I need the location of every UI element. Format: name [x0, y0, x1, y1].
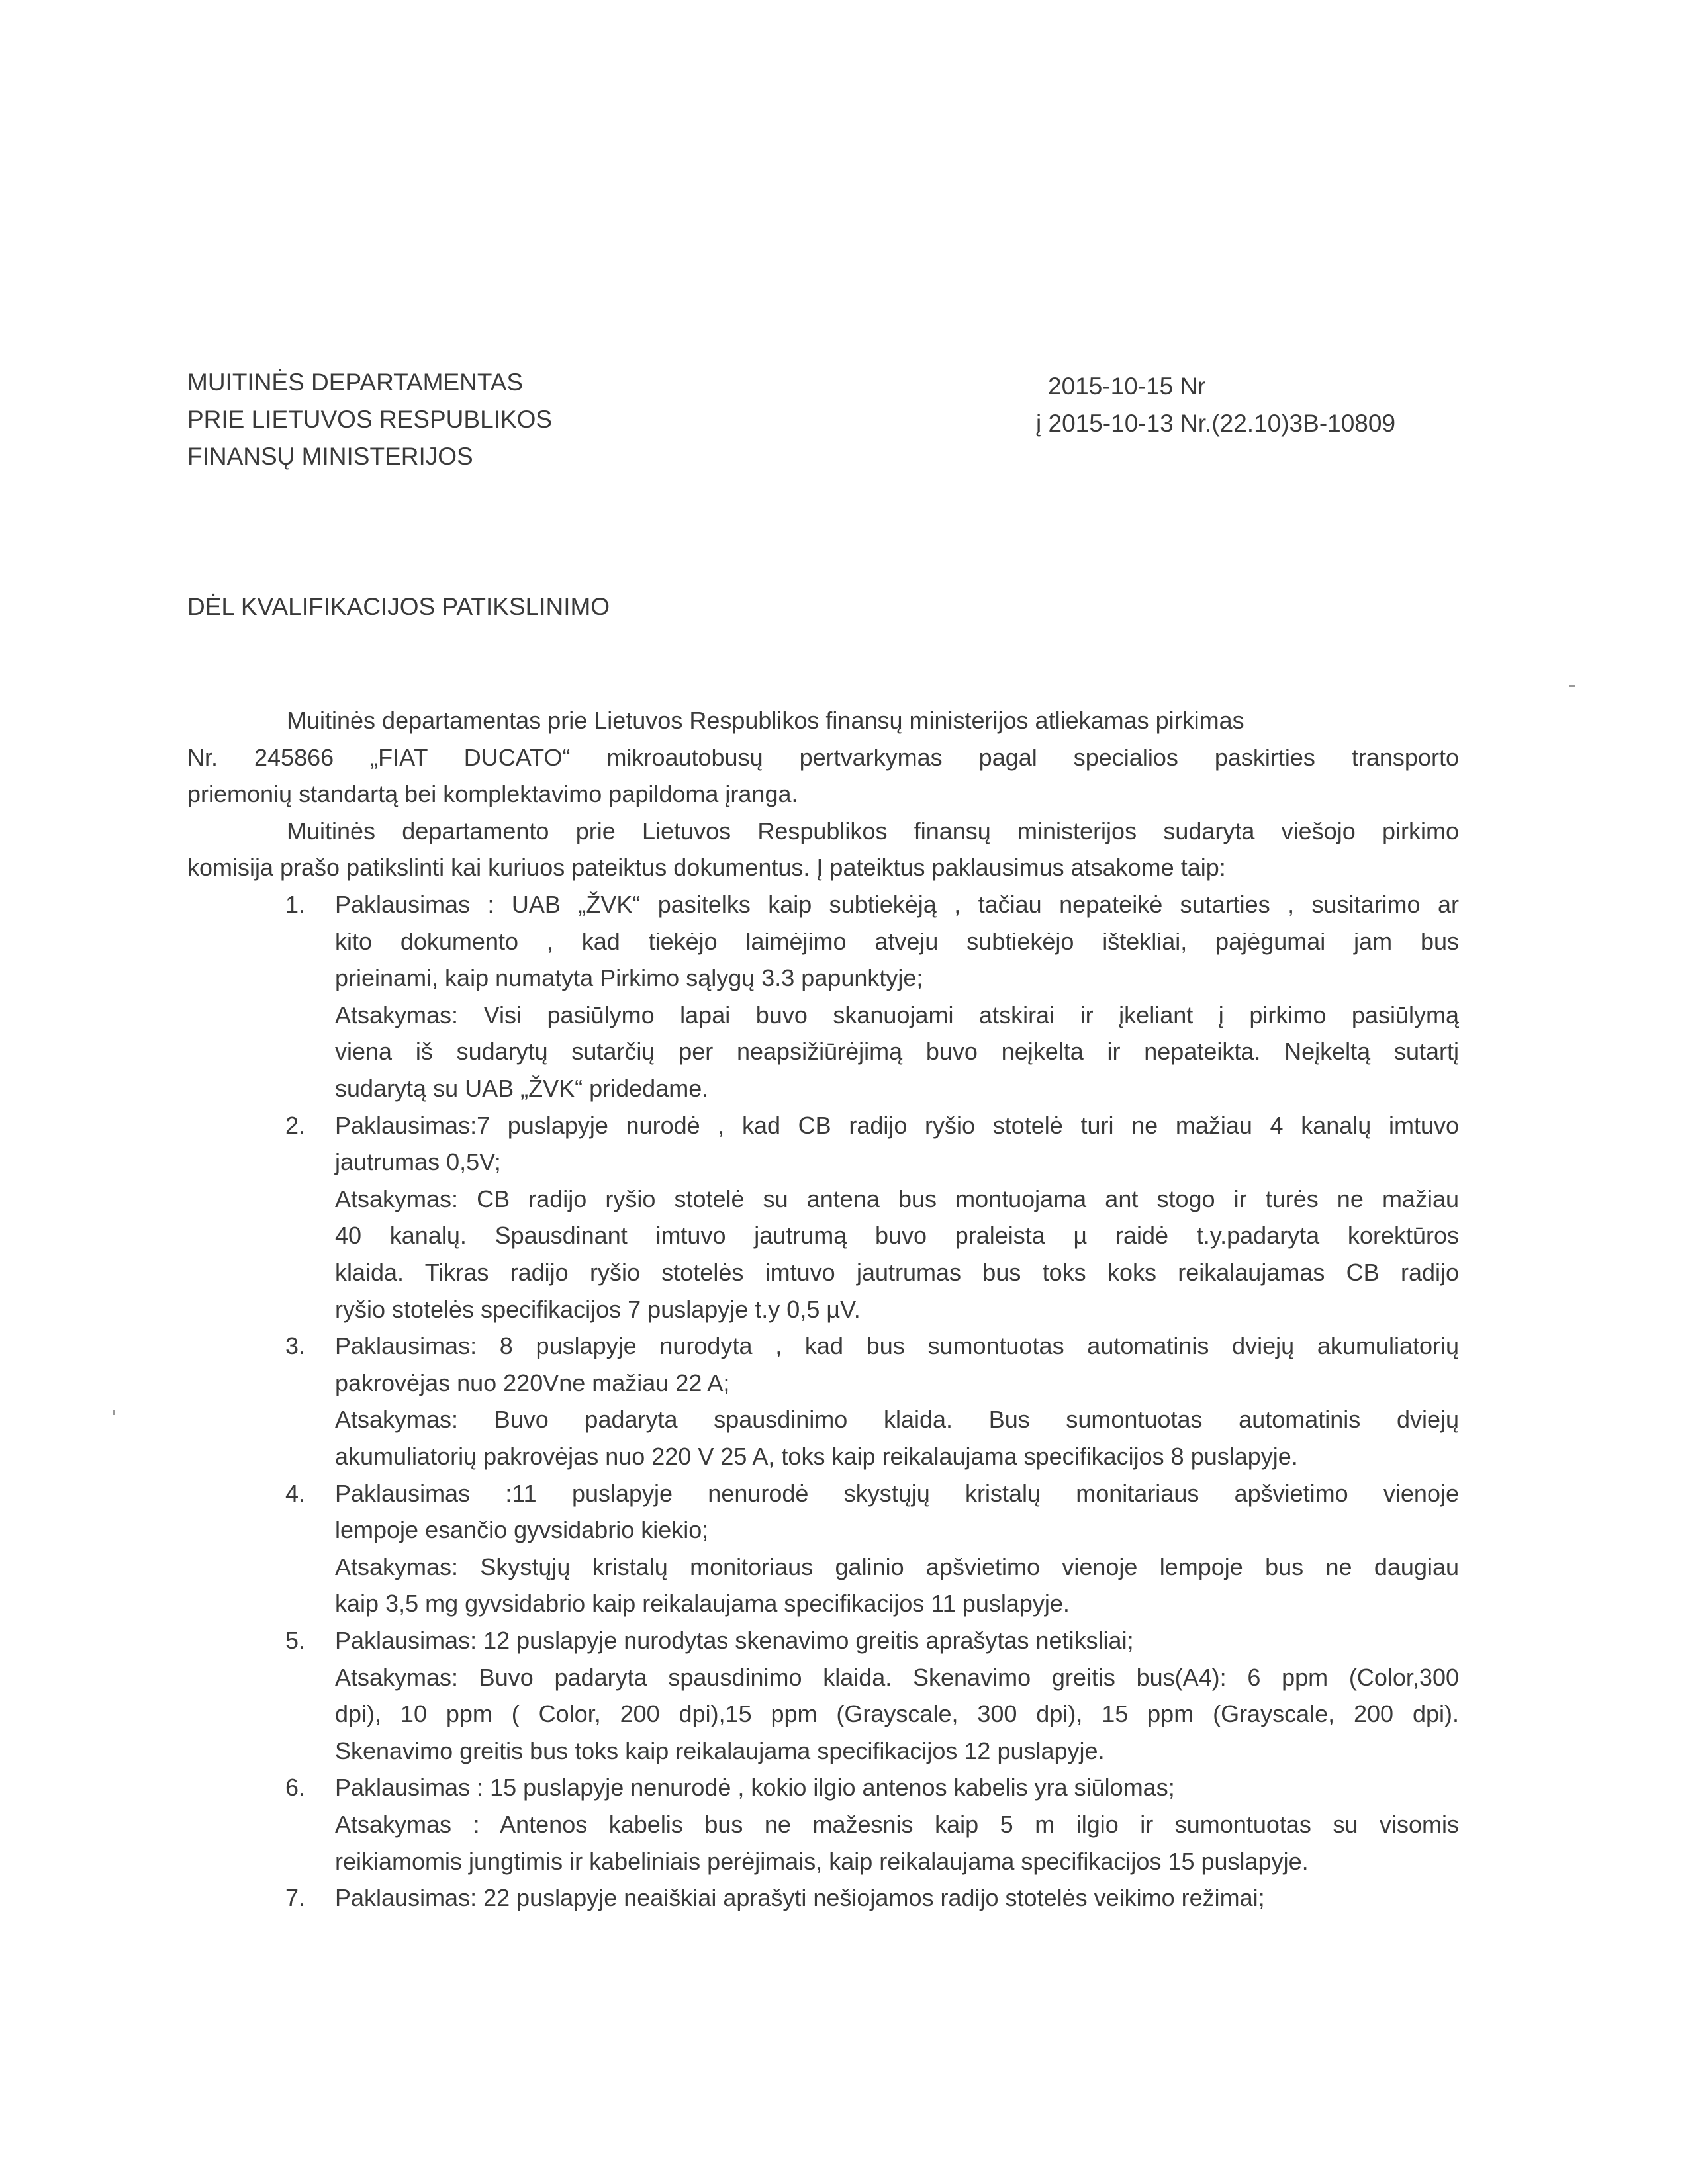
- list-number: 7.: [285, 1884, 306, 1912]
- letter-date: 2015-10-15 Nr: [1048, 373, 1206, 400]
- text-line: Atsakymas: Skystųjų kristalų monitoriaus galinio apšvietimo vienoje lempoje bus ne daugiau: [335, 1553, 1459, 1580]
- text-line: Atsakymas: CB radijo ryšio stotelė su antena bus montuojama ant stogo ir turės ne mažiau: [335, 1185, 1459, 1212]
- sender-line: PRIE LIETUVOS RESPUBLIKOS: [187, 406, 553, 433]
- text-line: viena iš sudarytų sutarčių per neapsižiūrėjimą buvo neįkelta ir nepateikta. Neįkeltą sutartį: [335, 1038, 1459, 1066]
- text-line: Atsakymas : Antenos kabelis bus ne mažesnis kaip 5 m ilgio ir sumontuotas su visomis: [335, 1811, 1459, 1838]
- text-line: 40 kanalų. Spausdinant imtuvo jautrumą buvo praleista µ raidė t.y.padaryta korektūros: [335, 1222, 1459, 1250]
- scan-mark: [1569, 685, 1575, 687]
- text-line: Paklausimas : 15 puslapyje nenurodė , kokio ilgio antenos kabelis yra siūlomas;: [335, 1774, 1175, 1801]
- scan-mark: [113, 1410, 115, 1415]
- list-number: 6.: [285, 1774, 306, 1801]
- text-line: reikiamomis jungtimis ir kabeliniais perėjimais, kaip reikalaujama specifikacijos 15 puslapyje.: [335, 1847, 1309, 1875]
- text-line: Skenavimo greitis bus toks kaip reikalaujama specifikacijos 12 puslapyje.: [335, 1737, 1105, 1764]
- text-line: priemonių standartą bei komplektavimo papildoma įranga.: [187, 780, 798, 808]
- text-line: Paklausimas :11 puslapyje nenurodė skystųjų kristalų monitariaus apšvietimo vienoje: [335, 1479, 1459, 1507]
- text-line: lempoje esančio gyvsidabrio kiekio;: [335, 1516, 709, 1544]
- text-line: kito dokumento , kad tiekėjo laimėjimo atveju subtiekėjo ištekliai, pajėgumai jam bus: [335, 927, 1459, 955]
- reference-block: [1036, 368, 1395, 442]
- text-line: pakrovėjas nuo 220Vne mažiau 22 A;: [335, 1369, 730, 1396]
- sender-line: MUITINĖS DEPARTAMENTAS: [187, 369, 524, 396]
- text-line: Paklausimas : UAB „ŽVK“ pasitelks kaip subtiekėją , tačiau nepateikė sutarties , susitarimo ar: [335, 891, 1459, 918]
- subject-line: DĖL KVALIFIKACIJOS PATIKSLINIMO: [187, 593, 610, 620]
- text-line: Muitinės departamentas prie Lietuvos Respublikos finansų ministerijos atliekamas pirkimas: [287, 707, 1244, 734]
- text-line: komisija prašo patikslinti kai kuriuos pateiktus dokumentus. Į pateiktus paklausimus atsakome taip:: [187, 854, 1226, 882]
- list-number: 3.: [285, 1332, 306, 1360]
- text-line: Paklausimas: 8 puslapyje nurodyta , kad bus sumontuotas automatinis dviejų akumuliatorių: [335, 1332, 1459, 1360]
- list-number: 1.: [285, 891, 306, 918]
- list-number: 4.: [285, 1479, 306, 1507]
- text-line: Atsakymas: Buvo padaryta spausdinimo klaida. Bus sumontuotas automatinis dviejų: [335, 1406, 1459, 1433]
- text-line: klaida. Tikras radijo ryšio stotelės imtuvo jautrumas bus toks koks reikalaujamas CB radijo: [335, 1259, 1459, 1286]
- text-line: Atsakymas: Buvo padaryta spausdinimo klaida. Skenavimo greitis bus(A4): 6 ppm (Color,300: [335, 1663, 1459, 1691]
- text-line: prieinami, kaip numatyta Pirkimo sąlygų 3.3 papunktyje;: [335, 964, 923, 992]
- text-line: Muitinės departamento prie Lietuvos Respublikos finansų ministerijos sudaryta viešojo pirkimo: [287, 817, 1459, 844]
- list-number: 2.: [285, 1111, 306, 1139]
- text-line: akumuliatorių pakrovėjas nuo 220 V 25 A, toks kaip reikalaujama specifikacijos 8 puslapyje.: [335, 1443, 1298, 1470]
- text-line: Paklausimas: 22 puslapyje neaiškiai aprašyti nešiojamos radijo stotelės veikimo režimai;: [335, 1884, 1265, 1912]
- sender-line: FINANSŲ MINISTERIJOS: [187, 443, 473, 470]
- text-line: kaip 3,5 mg gyvsidabrio kaip reikalaujama specifikacijos 11 puslapyje.: [335, 1590, 1070, 1617]
- reply-reference: į 2015-10-13 Nr.(22.10)3B-10809: [1036, 410, 1396, 437]
- text-line: Nr. 245866 „FIAT DUCATO“ mikroautobusų pertvarkymas pagal specialios paskirties transporto: [187, 743, 1459, 771]
- text-line: Atsakymas: Visi pasiūlymo lapai buvo skanuojami atskirai ir įkeliant į pirkimo pasiūlymą: [335, 1001, 1459, 1028]
- text-line: dpi), 10 ppm ( Color, 200 dpi),15 ppm (Grayscale, 300 dpi), 15 ppm (Grayscale, 200 dpi).: [335, 1700, 1459, 1728]
- text-line: Paklausimas:7 puslapyje nurodė , kad CB radijo ryšio stotelė turi ne mažiau 4 kanalų imtuvo: [335, 1111, 1459, 1139]
- list-number: 5.: [285, 1627, 306, 1654]
- text-line: sudarytą su UAB „ŽVK“ pridedame.: [335, 1075, 709, 1102]
- text-line: ryšio stotelės specifikacijos 7 puslapyje t.y 0,5 µV.: [335, 1295, 861, 1323]
- sender-block: [187, 364, 552, 475]
- text-line: jautrumas 0,5V;: [335, 1148, 501, 1176]
- text-line: Paklausimas: 12 puslapyje nurodytas skenavimo greitis aprašytas netiksliai;: [335, 1627, 1134, 1654]
